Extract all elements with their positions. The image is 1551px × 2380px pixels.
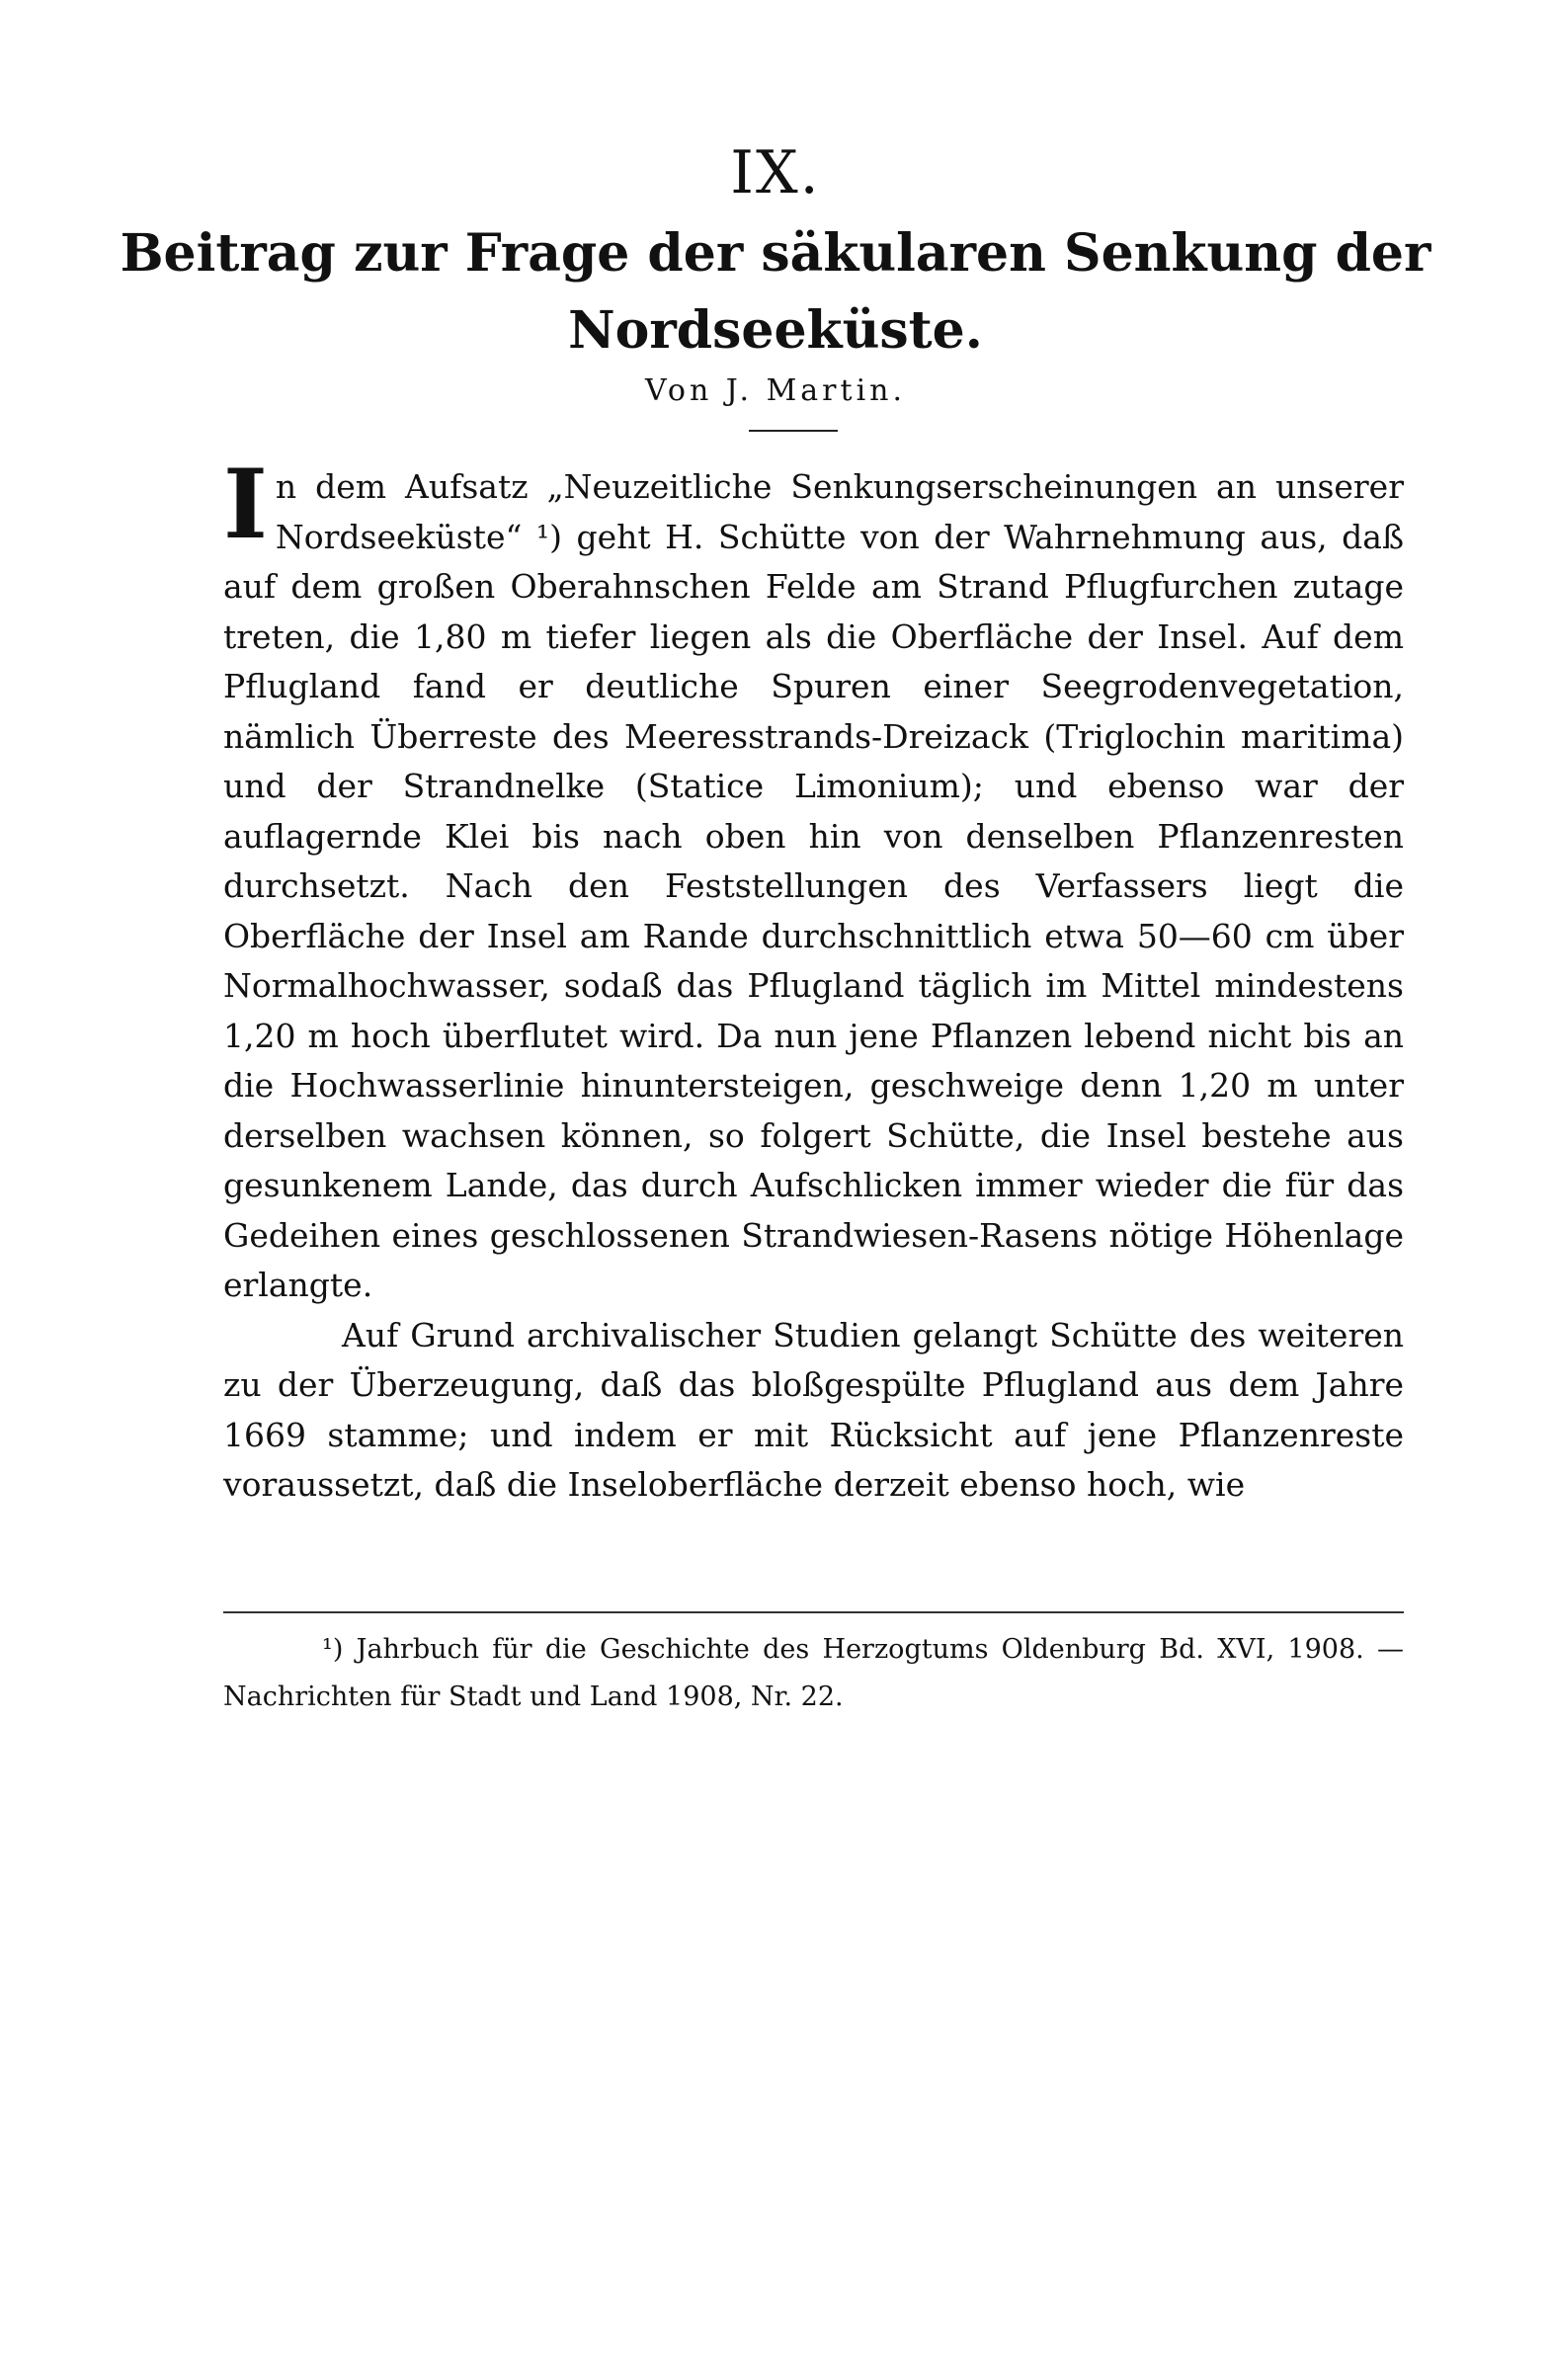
- chapter-number: IX.: [730, 138, 821, 207]
- article-title: Beitrag zur Frage der säkularen Senkung der Nordseeküste.: [120, 223, 1431, 361]
- footnote: ¹) Jahrbuch für die Geschichte des Herzogtums Oldenburg Bd. XVI, 1908. — Nachrichten für Stadt und Land 1908, Nr. 22.: [223, 1634, 1404, 1712]
- paragraph-2: Auf Grund archivalischer Studien gelangt Schütte des weiteren zu der Überzeugung, daß das bloßgespülte Pflugland aus dem Jahre 1669 stamme; und indem er mit Rücksicht auf jene Pflanzenreste voraussetzt, daß die Inseloberfläche derzeit ebenso hoch, wie: [223, 1315, 1404, 1504]
- paragraph-1: In dem Aufsatz „Neuzeitliche Senkungserscheinungen an unserer Nordseeküste“ ¹) geht H. Schütte von der Wahrnehmung aus, daß auf dem großen Oberahnschen Felde am Strand Pflugfurchen zutage treten, die 1,80 m tiefer liegen als die Oberfläche der Insel. Auf dem Pflugland fand er deutliche Spuren einer Seegrodenvegetation, nämlich Überreste des Meeresstrands-Dreizack (Triglochin maritima) und der Strandnelke (Statice Limonium); und ebenso war der auflagernde Klei bis nach oben hin von denselben Pflanzenresten durchsetzt. Nach den Feststellungen des Verfassers liegt die Oberfläche der Insel am Rande durchschnittlich etwa 50—60 cm über Normalhochwasser, sodaß das Pflugland täglich im Mittel mindestens 1,20 m hoch überflutet wird. Da nun jene Pflanzen lebend nicht bis an die Hochwasserlinie hinuntersteigen, geschweige denn 1,20 m unter derselben wachsen können, so folgert Schütte, die Insel bestehe aus gesunkenem Lande, das durch Aufschlicken immer wieder die für das Gedeihen eines geschlossenen Strandwiesen-Rasens nötige Höhenlage erlangte.: [223, 449, 1404, 1304]
- title-divider: [749, 430, 838, 432]
- footnote-separator: [223, 1611, 1404, 1613]
- article-author: Von J. Martin.: [644, 373, 907, 408]
- article-body: [223, 449, 1404, 1511]
